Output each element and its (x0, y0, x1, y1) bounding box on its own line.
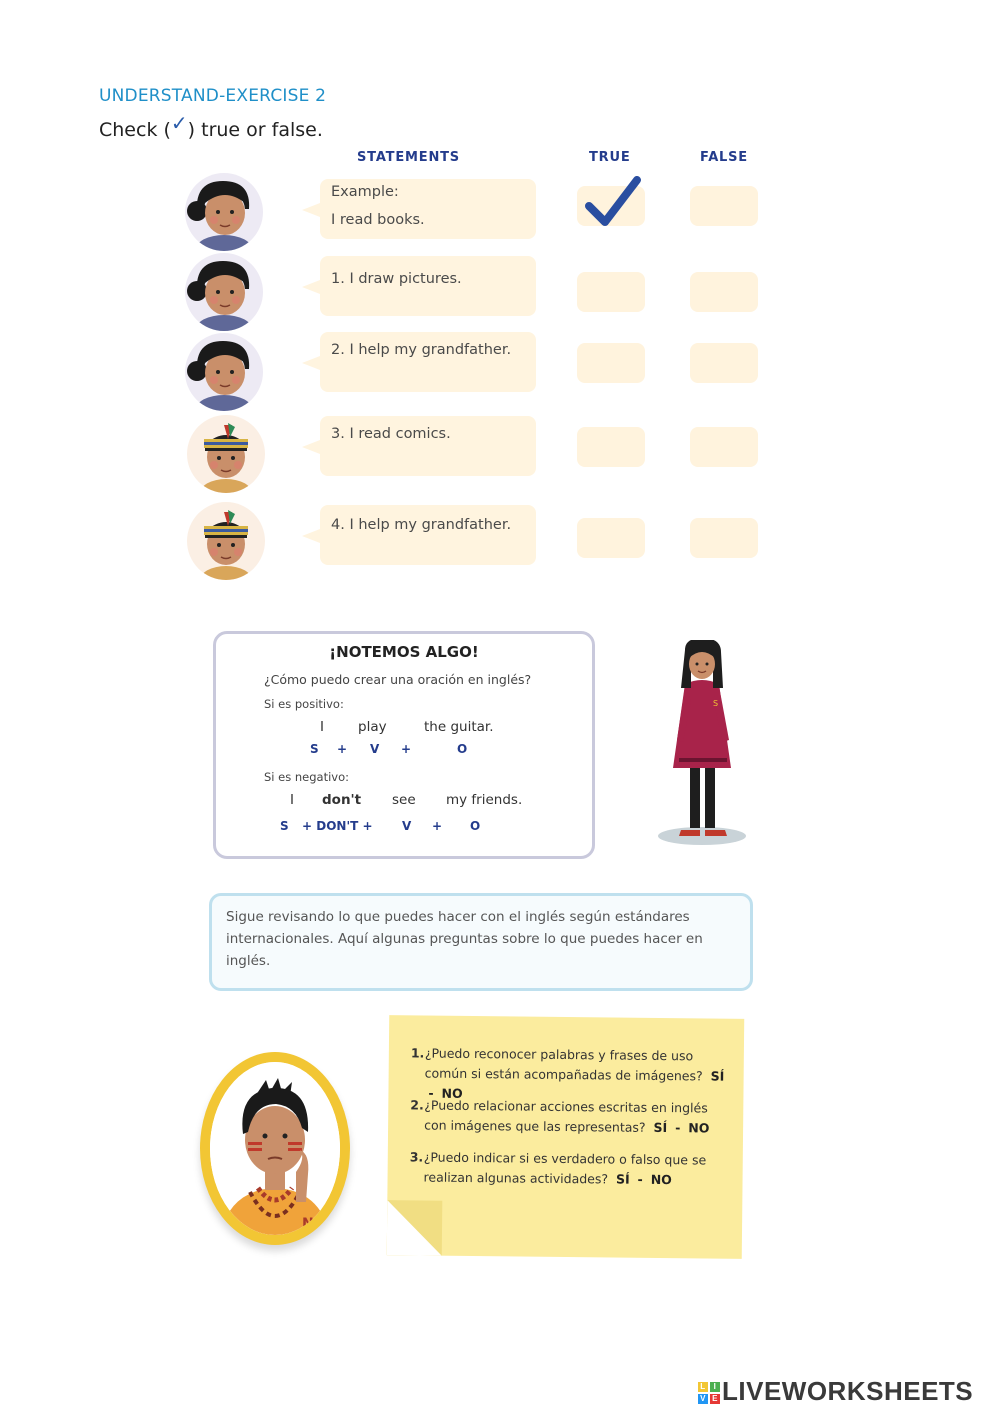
statement-bubble (320, 256, 536, 316)
item-question: ¿Puedo indicar si es verdadero o falso que se realizan algunas actividades? (423, 1149, 707, 1187)
exercise-title: UNDERSTAND-EXERCISE 2 (99, 86, 327, 106)
check-icon: ✓ (170, 111, 188, 135)
option-separator: - (675, 1120, 681, 1136)
negative-word: see (392, 792, 416, 808)
row2-true-checkbox[interactable] (577, 343, 645, 383)
info-text: Sigue revisando lo que puedes hacer con el inglés según estándares internacionales. Aquí algunas preguntas sobre lo que puedes hacer en inglés. (226, 909, 703, 969)
row3-false-checkbox[interactable] (690, 427, 758, 467)
boy-avatar (187, 502, 265, 580)
yes-option[interactable]: SÍ (710, 1068, 725, 1084)
liveworksheets-logo (698, 1376, 973, 1407)
note-title: ¡NOTEMOS ALGO! (329, 643, 479, 661)
positive-word: play (358, 719, 387, 735)
formula-token: + (432, 819, 443, 833)
no-option[interactable]: NO (441, 1085, 463, 1101)
badge-letter: N (302, 1216, 314, 1232)
negative-word: I (290, 792, 294, 808)
item-question: ¿Puedo relacionar acciones escritas en inglés con imágenes que las representas? (424, 1097, 708, 1135)
positive-word: I (320, 719, 324, 735)
self-check-item (409, 1147, 729, 1190)
note-question: ¿Cómo puedo crear una oración en inglés? (264, 672, 532, 687)
negative-word: my friends. (446, 792, 523, 808)
yes-option[interactable]: SÍ (615, 1171, 630, 1187)
example-false-box (690, 186, 758, 226)
girl-avatar (185, 333, 263, 411)
false-heading: FALSE (700, 150, 748, 165)
formula-token: S (280, 819, 289, 833)
formula-token: + (401, 742, 412, 756)
girl-illustration (655, 640, 750, 850)
formula-token: + (337, 742, 348, 756)
item-number: 2. (410, 1097, 424, 1113)
boy-avatar (187, 415, 265, 493)
row4-true-checkbox[interactable] (577, 518, 645, 558)
formula-token: V (370, 742, 380, 756)
logo-mark-letter: V (698, 1394, 708, 1404)
logo-mark-letter: E (710, 1394, 720, 1404)
logo-text: LIVEWORKSHEETS (722, 1376, 974, 1406)
example-bubble (320, 179, 536, 239)
option-separator: - (637, 1171, 643, 1187)
example-true-box (577, 186, 645, 226)
formula-token: V (402, 819, 412, 833)
girl-avatar (185, 253, 263, 331)
example-label: Example: (331, 184, 399, 200)
item-number: 3. (409, 1149, 424, 1165)
self-check-note (387, 1015, 744, 1259)
statement-bubble (320, 332, 536, 392)
row4-false-checkbox[interactable] (690, 518, 758, 558)
formula-token: O (470, 819, 481, 833)
info-box (209, 893, 753, 991)
no-option[interactable]: NO (688, 1120, 710, 1136)
instruction (99, 111, 323, 141)
positive-label: Si es positivo: (264, 697, 344, 711)
instruction-start: Check ( (99, 119, 171, 141)
no-option[interactable]: NO (650, 1171, 672, 1188)
positive-word: the guitar. (424, 719, 494, 735)
row1-true-checkbox[interactable] (577, 272, 645, 312)
statement-text: 2. I help my grandfather. (331, 342, 512, 358)
formula-token: + DON'T + (302, 819, 373, 833)
girl-avatar (185, 173, 263, 251)
formula-token: O (457, 742, 468, 756)
item-number: 1. (410, 1045, 425, 1061)
true-heading: TRUE (589, 150, 631, 165)
row1-false-checkbox[interactable] (690, 272, 758, 312)
item-question: ¿Puedo reconocer palabras y frases de uso común si están acompañadas de imágenes? (424, 1045, 703, 1084)
row2-false-checkbox[interactable] (690, 343, 758, 383)
statement-text: 3. I read comics. (331, 426, 451, 442)
statement-bubble (320, 416, 536, 476)
instruction-end: ) true or false. (187, 119, 323, 141)
statements-heading: STATEMENTS (357, 150, 460, 165)
yes-option[interactable]: SÍ (653, 1119, 668, 1136)
logo-mark-letter: L (698, 1382, 708, 1392)
logo-mark-letter: I (710, 1382, 720, 1392)
shirt-letter: S (713, 699, 719, 708)
example-statement: I read books. (331, 212, 425, 228)
option-separator: - (428, 1085, 434, 1101)
statement-text: 4. I help my grandfather. (331, 517, 512, 533)
checkmark-icon (581, 176, 651, 232)
self-check-item (410, 1095, 730, 1138)
negative-label: Si es negativo: (264, 770, 350, 784)
page-curl (387, 1200, 443, 1256)
row3-true-checkbox[interactable] (577, 427, 645, 467)
boy-portrait (200, 1052, 350, 1245)
negative-word: don't (322, 792, 362, 808)
grammar-note-box (213, 631, 595, 859)
statement-text: 1. I draw pictures. (331, 271, 462, 287)
logo-mark-icon (698, 1382, 720, 1404)
formula-token: S (310, 742, 319, 756)
statement-bubble (320, 505, 536, 565)
